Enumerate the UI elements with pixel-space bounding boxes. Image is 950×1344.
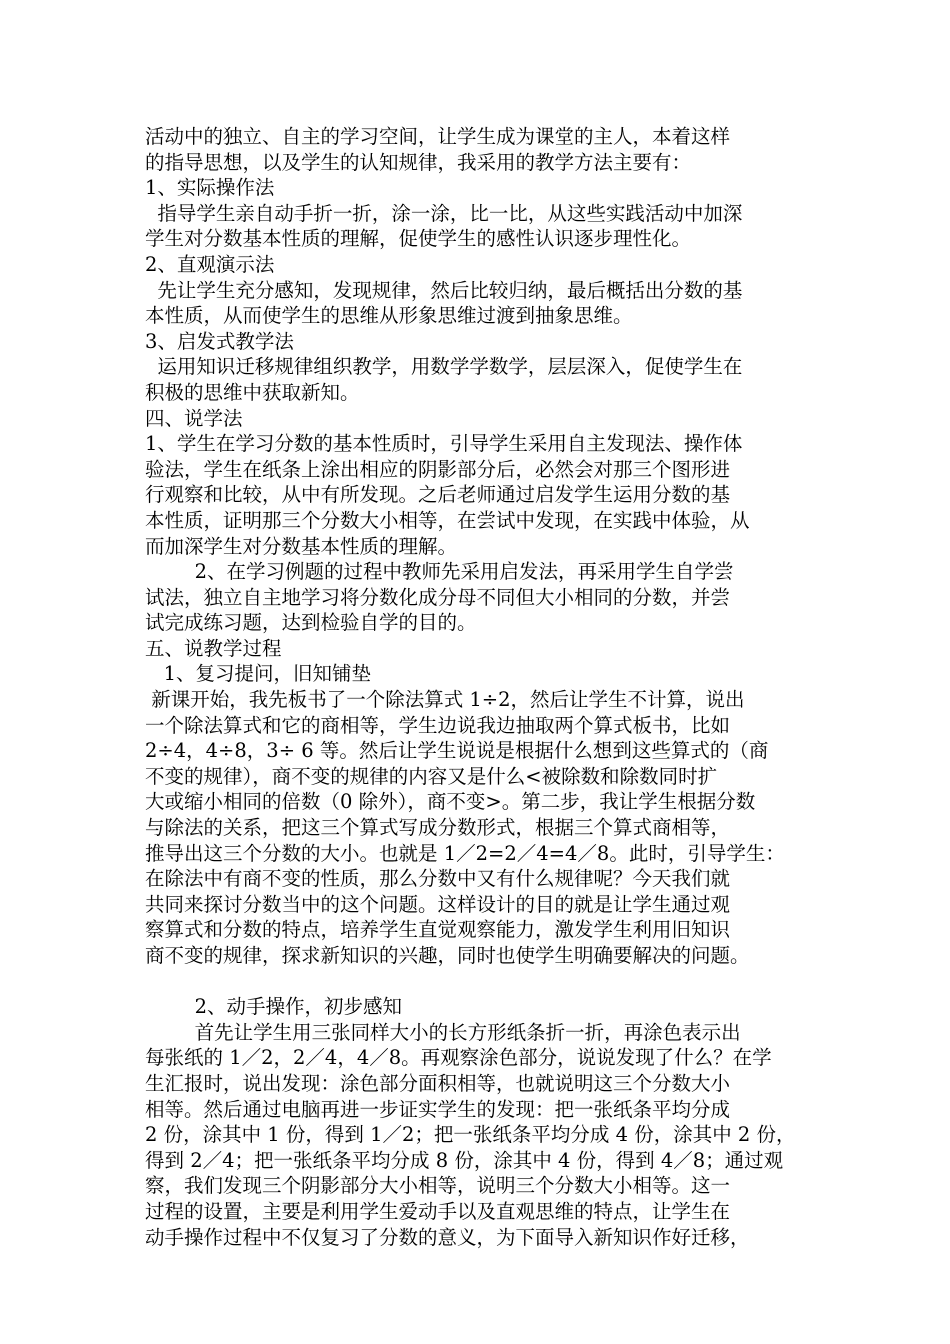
text-line: 在除法中有商不变的性质，那么分数中又有什么规律呢？今天我们就 [145,867,731,891]
text-line: 试法，独立自主地学习将分数化成分母不同但大小相同的分数，并尝 [145,585,731,609]
text-line: 2 份，涂其中 1 份，得到 1／2；把一张纸条平均分成 4 份，涂其中 2 份， [145,1123,796,1147]
text-line: 2÷4，4÷8，3÷ 6 等。然后让学生说说是根据什么想到这些算式的（商 [145,739,769,763]
text-line: 一个除法算式和它的商相等，学生边说我边抽取两个算式板书，比如 [145,713,731,737]
text-line: 首先让学生用三张同样大小的长方形纸条折一折，再涂色表示出 [145,1020,741,1044]
text-line: 察算式和分数的特点，培养学生直觉观察能力，激发学生利用旧知识 [145,918,731,942]
document-body [145,124,825,1250]
text-line: 推导出这三个分数的大小。也就是 1／2=2／4=4／8。此时，引导学生： [145,841,785,865]
text-line: 2、在学习例题的过程中教师先采用启发法，再采用学生自学尝 [145,560,734,584]
subsection-heading: 1、复习提问，旧知铺垫 [145,662,372,686]
text-line: 本性质，从而使学生的思维从形象思维过渡到抽象思维。 [145,304,633,328]
text-line: 动手操作过程中不仅复习了分数的意义，为下面导入新知识作好迁移， [145,1225,750,1249]
text-line: 大或缩小相同的倍数（0 除外），商不变>。第二步，我让学生根据分数 [145,790,756,814]
section-heading: 五、说教学过程 [145,636,282,660]
section-heading: 1、实际操作法 [145,176,275,200]
text-line: 过程的设置，主要是利用学生爱动手以及直观思维的特点，让学生在 [145,1199,731,1223]
text-line: 不变的规律），商不变的规律的内容又是什么<被除数和除数同时扩 [145,764,718,788]
subsection-heading: 2、动手操作，初步感知 [145,995,402,1019]
section-heading: 2、直观演示法 [145,252,275,276]
text-line: 积极的思维中获取新知。 [145,380,360,404]
text-line: 而加深学生对分数基本性质的理解。 [145,534,458,558]
text-line: 先让学生充分感知，发现规律，然后比较归纳，最后概括出分数的基 [145,278,743,302]
text-line: 运用知识迁移规律组织教学，用数学学数学，层层深入，促使学生在 [145,355,743,379]
text-line: 生汇报时，说出发现：涂色部分面积相等，也就说明这三个分数大小 [145,1071,731,1095]
blank-line [145,969,825,995]
text-line: 活动中的独立、自主的学习空间，让学生成为课堂的主人，本着这样 [145,125,731,148]
section-heading: 四、说学法 [145,406,243,430]
text-line: 相等。然后通过电脑再进一步证实学生的发现：把一张纸条平均分成 [145,1097,731,1121]
section-heading: 3、启发式教学法 [145,329,294,353]
text-line: 本性质，证明那三个分数大小相等，在尝试中发现，在实践中体验，从 [145,508,750,532]
text-line: 的指导思想，以及学生的认知规律，我采用的教学方法主要有： [145,150,692,174]
text-line: 与除法的关系，把这三个算式写成分数形式，根据三个算式商相等， [145,816,731,840]
text-line: 新课开始，我先板书了一个除法算式 1÷2，然后让学生不计算，说出 [145,688,745,712]
text-line: 1、学生在学习分数的基本性质时，引导学生采用自主发现法、操作体 [145,432,743,456]
text-line: 学生对分数基本性质的理解，促使学生的感性认识逐步理性化。 [145,227,692,251]
text-line: 试完成练习题，达到检验自学的目的。 [145,611,477,635]
text-line: 指导学生亲自动手折一折，涂一涂，比一比，从这些实践活动中加深 [145,201,743,225]
text-line: 共同来探讨分数当中的这个问题。这样设计的目的就是让学生通过观 [145,892,731,916]
text-line: 每张纸的 1／2，2／4，4／8。再观察涂色部分，说说发现了什么？在学 [145,1046,772,1070]
text-line: 商不变的规律，探求新知识的兴趣，同时也使学生明确要解决的问题。 [145,944,750,967]
text-line: 验法，学生在纸条上涂出相应的阴影部分后，必然会对那三个图形进 [145,457,731,481]
text-line: 得到 2／4；把一张纸条平均分成 8 份，涂其中 4 份，得到 4／8；通过观 [145,1148,784,1172]
text-line: 察，我们发现三个阴影部分大小相等，说明三个分数大小相等。这一 [145,1174,731,1198]
text-line: 行观察和比较，从中有所发现。之后老师通过启发学生运用分数的基 [145,483,731,507]
